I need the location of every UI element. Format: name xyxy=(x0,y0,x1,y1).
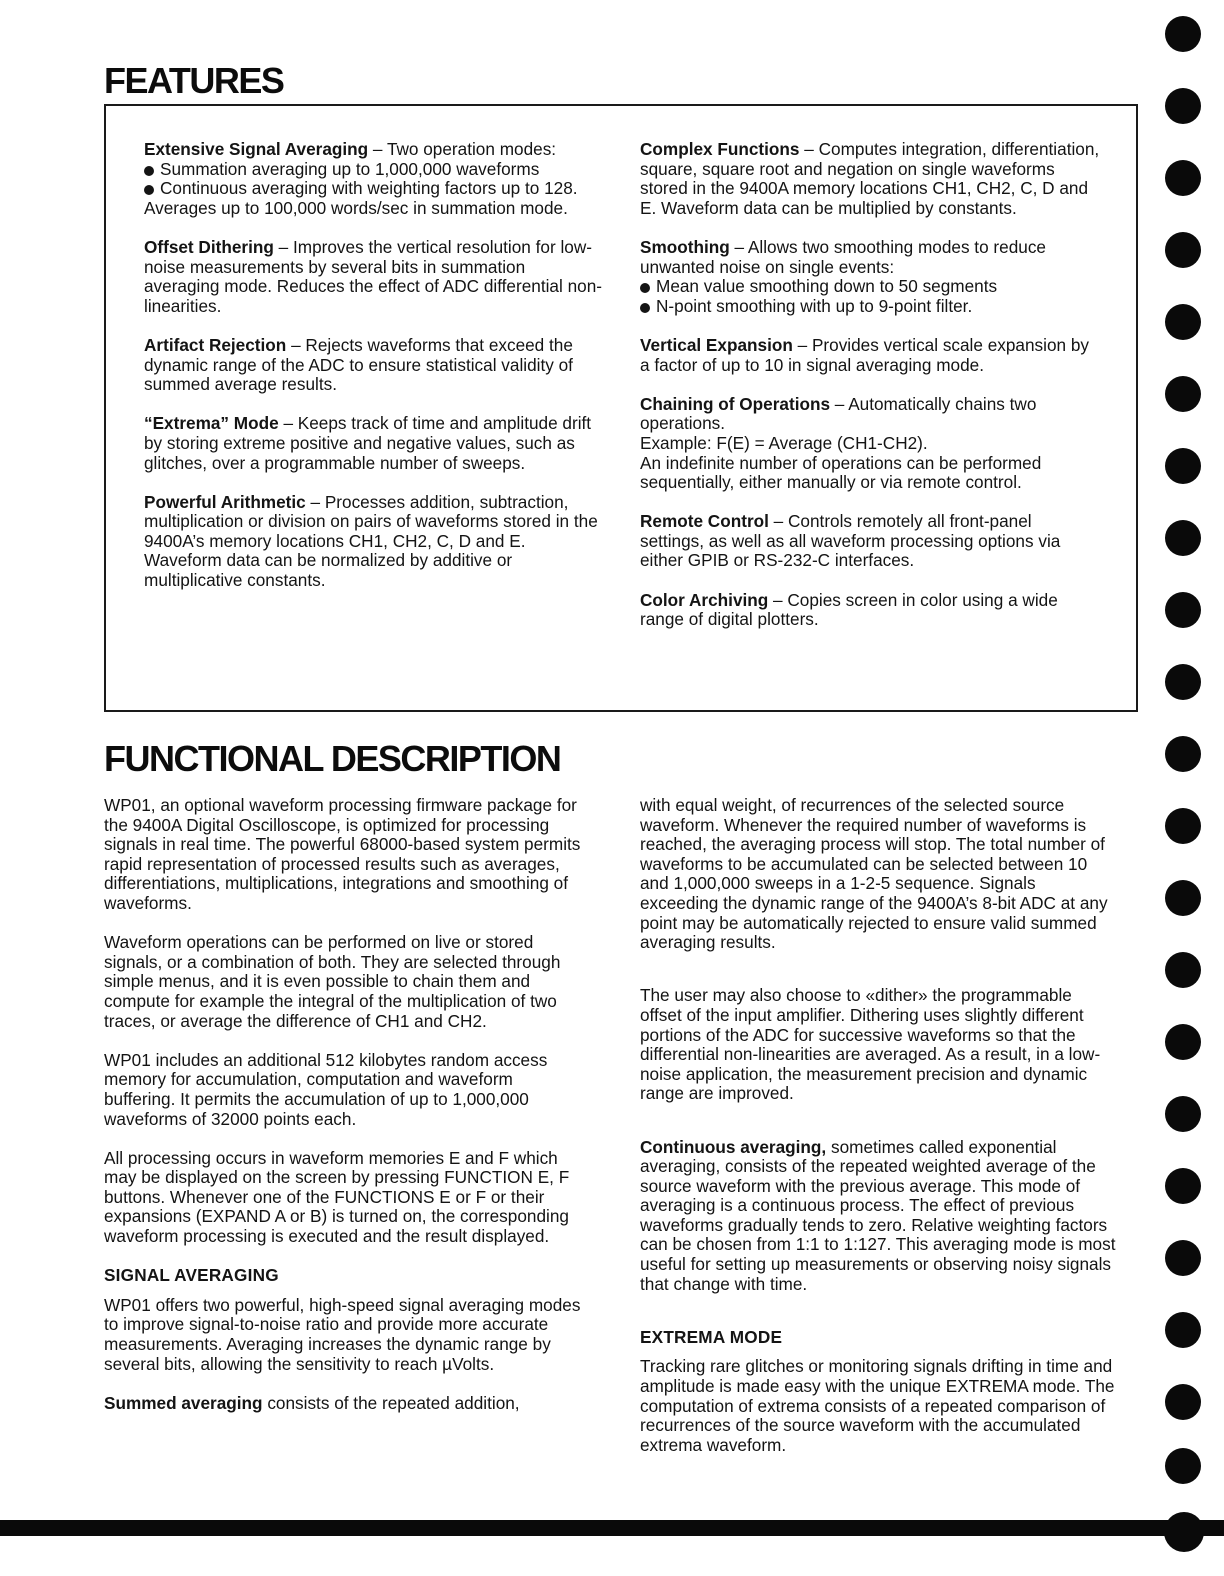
feature-text: – Copies screen in color using a wide range of digital plotters. xyxy=(640,589,1058,630)
feature-heading: Extensive Signal Averaging xyxy=(144,139,369,159)
punch-hole xyxy=(1165,376,1201,412)
feature-text: – Automatically chains two operations. xyxy=(640,393,1037,434)
feature-signal-averaging xyxy=(144,140,604,218)
punch-hole xyxy=(1165,160,1201,196)
feature-chaining-operations xyxy=(640,395,1100,493)
punch-hole xyxy=(1165,1024,1201,1060)
punch-hole xyxy=(1165,520,1201,556)
paragraph: WP01 includes an additional 512 kilobytes random access memory for accumulation, computation and waveform buffering. It permits the accumulation of up to 1,000,000 waveforms of 32000 points each. xyxy=(104,1049,548,1129)
feature-bullets xyxy=(640,277,1100,316)
feature-color-archiving xyxy=(640,591,1100,630)
paragraph: WP01, an optional waveform processing firmware package for the 9400A Digital Oscilloscope, is optimized for processing signals in real time. The powerful 68000-based system permits rapid representation of processed results such as averages, differentiations, multiplications, integrations and smoothing of waveforms. xyxy=(104,795,581,913)
feature-text: – Controls remotely all front-panel settings, as well as all waveform processing options via either GPIB or RS-232-C interfaces. xyxy=(640,511,1061,571)
feature-heading: Offset Dithering xyxy=(144,236,274,257)
paragraph xyxy=(104,1394,582,1414)
feature-heading: Remote Control xyxy=(640,511,769,532)
feature-heading: “Extrema” Mode xyxy=(144,413,279,434)
feature-text: – Processes addition, subtraction, multiplication or division on pairs of waveforms stored in the 9400A’s memory locations CH1, CH2, C, D and E. Waveform data can be normalized by additive or multiplicative constants. xyxy=(144,491,598,591)
features-left-column xyxy=(144,140,604,610)
paragraph: with equal weight, of recurrences of the selected source waveform. Whenever the required number of waveforms is reached, the averaging process will stop. The total number of waveforms to be accumulated can be selected between 10 and 1,000,000 sweeps in a 1-2-5 sequence. Signals exceeding the dynamic range of the 9400A’s 8-bit ADC at any point may be automatically rejected to ensure valid summed averaging results. xyxy=(640,795,1108,953)
paragraph: WP01 offers two powerful, high-speed signal averaging modes to improve signal-to-noise ratio and provide more accurate measurements. Averaging increases the dynamic range by several bits, allowing the sensitivity to reach µVolts. xyxy=(104,1294,581,1374)
term-heading: Continuous averaging, xyxy=(640,1136,827,1157)
punch-hole xyxy=(1165,664,1201,700)
feature-text: – Keeps track of time and amplitude drift by storing extreme positive and negative values, such as glitches, over a programmable number of sweeps. xyxy=(144,413,592,473)
punch-hole xyxy=(1165,592,1201,628)
feature-powerful-arithmetic xyxy=(144,493,604,591)
feature-text: – Allows two smoothing modes to reduce unwanted noise on single events: xyxy=(640,236,1046,277)
feature-remote-control xyxy=(640,512,1100,571)
feature-artifact-rejection xyxy=(144,336,604,395)
punch-hole xyxy=(1165,952,1201,988)
features-box xyxy=(104,104,1138,712)
feature-heading: Vertical Expansion xyxy=(640,334,793,355)
bullet-item: Mean value smoothing down to 50 segments xyxy=(640,277,1100,297)
signal-averaging-heading: SIGNAL AVERAGING xyxy=(104,1265,279,1286)
bullet-item: Continuous averaging with weighting factors up to 128. xyxy=(144,179,604,199)
feature-text: – Computes integration, differentiation, square, square root and negation on single waveforms stored in the 9400A memory locations CH1, CH2, C, D and E. Waveform data can be multiplied by constants. xyxy=(640,139,1100,218)
term-text: sometimes called exponential averaging, consists of the repeated weighted average of the source waveform with the previous average. This mode of averaging is a continuous process. The effect of previous waveforms gradually tends to zero. Relative weighting factors can be chosen from 1:1 to 1:127. This averaging mode is most useful for setting up measurements or observing noisy signals that change with time. xyxy=(640,1136,1116,1294)
punch-hole xyxy=(1165,808,1201,844)
feature-bullets xyxy=(144,160,604,199)
feature-text: – Two operation modes: xyxy=(368,139,557,159)
bottom-rule xyxy=(0,1520,1224,1536)
features-title: FEATURES xyxy=(104,60,284,101)
feature-extrema-mode xyxy=(144,414,604,473)
punch-hole xyxy=(1164,1512,1204,1552)
feature-offset-dithering xyxy=(144,238,604,316)
spacer xyxy=(640,972,1118,986)
feature-heading: Powerful Arithmetic xyxy=(144,491,306,512)
bullet-item: Summation averaging up to 1,000,000 waveforms xyxy=(144,160,604,180)
punch-hole xyxy=(1165,16,1201,52)
feature-text: – Improves the vertical resolution for low-noise measurements by several bits in summation averaging mode. Reduces the effect of ADC differential non-linearities. xyxy=(144,236,602,316)
punch-hole xyxy=(1165,232,1201,268)
feature-example: Example: F(E) = Average (CH1-CH2). xyxy=(640,432,928,453)
punch-hole xyxy=(1165,1240,1201,1276)
paragraph: Waveform operations can be performed on live or stored signals, or a combination of both. They are selected through simple menus, and it is even possible to chain them and compute for example the integral of the multiplication of two traces, or average the difference of CH1 and CH2. xyxy=(104,932,561,1031)
feature-extra-text: An indefinite number of operations can be performed sequentially, either manually or via remote control. xyxy=(640,452,1042,493)
punch-hole xyxy=(1165,1168,1201,1204)
punch-hole xyxy=(1165,1384,1201,1420)
feature-text: – Rejects waveforms that exceed the dynamic range of the ADC to ensure statistical validity of summed average results. xyxy=(144,334,573,395)
feature-text: – Provides vertical scale expansion by a factor of up to 10 in signal averaging mode. xyxy=(640,334,1090,375)
feature-heading: Artifact Rejection xyxy=(144,334,287,355)
paragraph: All processing occurs in waveform memories E and F which may be displayed on the screen by pressing FUNCTION E, F buttons. Whenever one of the FUNCTIONS E or F or their expansions (EXPAND A or B) is turned on, the corresponding waveform processing is executed and the result displayed. xyxy=(104,1147,570,1247)
punch-hole xyxy=(1165,88,1201,124)
functional-description-title: FUNCTIONAL DESCRIPTION xyxy=(104,738,561,779)
term-text: consists of the repeated addition, xyxy=(262,1392,520,1413)
bullet-item: N-point smoothing with up to 9-point filter. xyxy=(640,297,1100,317)
punch-hole xyxy=(1165,880,1201,916)
feature-tail: Averages up to 100,000 words/sec in summation mode. xyxy=(144,197,568,218)
feature-smoothing xyxy=(640,238,1100,316)
description-left-column xyxy=(104,796,582,1433)
punch-hole xyxy=(1165,304,1201,340)
feature-heading: Color Archiving xyxy=(640,589,769,610)
feature-vertical-expansion xyxy=(640,336,1100,375)
punch-hole xyxy=(1165,1312,1201,1348)
punch-hole xyxy=(1165,1448,1201,1484)
paragraph: Tracking rare glitches or monitoring signals drifting in time and amplitude is made easy with the unique EXTREMA mode. The computation of extrema consists of a repeated comparison of recurrences of the source waveform with the accumulated extrema waveform. xyxy=(640,1356,1115,1455)
spacer xyxy=(640,1314,1118,1328)
feature-heading: Smoothing xyxy=(640,236,730,257)
punch-hole xyxy=(1165,1096,1201,1132)
paragraph xyxy=(640,1138,1118,1295)
punch-hole xyxy=(1165,736,1201,772)
punch-hole xyxy=(1165,448,1201,484)
features-right-column xyxy=(640,140,1100,649)
spacer xyxy=(640,1124,1118,1138)
paragraph: The user may also choose to «dither» the programmable offset of the input amplifier. Dithering uses slightly different portions of the ADC for successive waveforms so that the differential non-linearities are averaged. As a result, in a low-noise application, the measurement precision and dynamic range are improved. xyxy=(640,985,1101,1104)
feature-complex-functions xyxy=(640,140,1100,218)
feature-heading: Chaining of Operations xyxy=(640,393,831,414)
description-right-column xyxy=(640,796,1118,1475)
feature-heading: Complex Functions xyxy=(640,139,800,159)
term-heading: Summed averaging xyxy=(104,1392,263,1413)
extrema-mode-heading: EXTREMA MODE xyxy=(640,1326,783,1347)
